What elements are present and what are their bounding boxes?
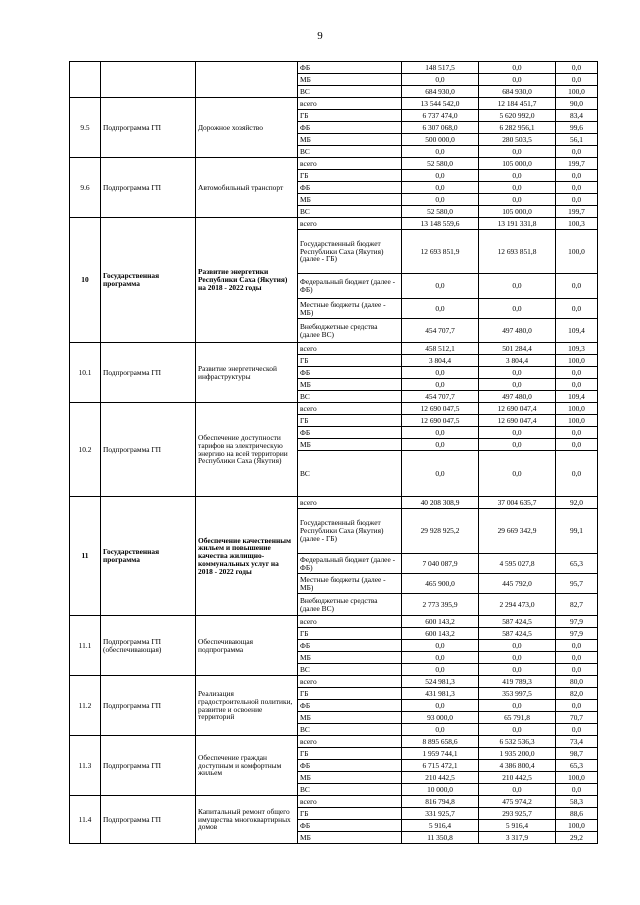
funding-source: МБ (298, 712, 402, 724)
funding-source: МБ (298, 379, 402, 391)
row-number: 10 (70, 218, 101, 343)
value-cell: 148 517,5 (402, 62, 479, 74)
funding-source: Внебюджетные средства (далее ВС) (298, 594, 402, 616)
value-cell: 58,3 (556, 796, 598, 808)
value-cell: 1 935 200,0 (479, 748, 556, 760)
value-cell: 210 442,5 (402, 772, 479, 784)
value-cell: 100,0 (556, 772, 598, 784)
value-cell: 0,0 (479, 274, 556, 299)
funding-source: МБ (298, 194, 402, 206)
funding-source: ФБ (298, 62, 402, 74)
value-cell: 1 959 744,1 (402, 748, 479, 760)
value-cell: 12 690 047,5 (402, 415, 479, 427)
program-name: Автомобильный транспорт (196, 158, 298, 218)
value-cell: 454 707,7 (402, 319, 479, 343)
value-cell: 12 693 851,9 (402, 230, 479, 274)
value-cell: 0,0 (479, 182, 556, 194)
program-name (196, 62, 298, 98)
value-cell: 0,0 (556, 367, 598, 379)
funding-source: ВС (298, 391, 402, 403)
value-cell: 0,0 (556, 194, 598, 206)
table-row (70, 218, 598, 230)
value-cell: 90,0 (556, 98, 598, 110)
value-cell: 0,0 (479, 299, 556, 319)
value-cell: 2 773 395,9 (402, 594, 479, 616)
value-cell: 11 350,8 (402, 832, 479, 844)
value-cell: 109,4 (556, 319, 598, 343)
row-number: 11.1 (70, 616, 101, 676)
value-cell: 73,4 (556, 736, 598, 748)
row-number: 11.2 (70, 676, 101, 736)
table-row (70, 796, 598, 808)
value-cell: 0,0 (479, 427, 556, 439)
value-cell: 419 789,3 (479, 676, 556, 688)
row-number: 9.6 (70, 158, 101, 218)
value-cell: 100,0 (556, 820, 598, 832)
funding-source: всего (298, 343, 402, 355)
value-cell: 65,3 (556, 554, 598, 574)
program-name: Обеспечение граждан доступным и комфортным жильем (196, 736, 298, 796)
value-cell: 10 000,0 (402, 784, 479, 796)
value-cell: 92,0 (556, 497, 598, 509)
value-cell: 0,0 (556, 724, 598, 736)
value-cell: 684 930,0 (402, 86, 479, 98)
value-cell: 13 148 559,6 (402, 218, 479, 230)
value-cell: 0,0 (556, 62, 598, 74)
value-cell: 0,0 (402, 439, 479, 451)
value-cell: 497 480,0 (479, 391, 556, 403)
row-number: 11 (70, 497, 101, 616)
funding-source: МБ (298, 832, 402, 844)
funding-source: ГБ (298, 688, 402, 700)
value-cell: 0,0 (402, 194, 479, 206)
value-cell: 6 715 472,1 (402, 760, 479, 772)
table-row (70, 62, 598, 74)
value-cell: 0,0 (556, 74, 598, 86)
value-cell: 0,0 (479, 170, 556, 182)
table-row (70, 736, 598, 748)
program-type: Подпрограмма ГП (101, 796, 196, 844)
funding-source: МБ (298, 134, 402, 146)
value-cell: 0,0 (402, 146, 479, 158)
value-cell: 0,0 (402, 74, 479, 86)
funding-source: ГБ (298, 748, 402, 760)
value-cell: 684 930,0 (479, 86, 556, 98)
value-cell: 199,7 (556, 158, 598, 170)
value-cell: 100,0 (556, 86, 598, 98)
value-cell: 293 925,7 (479, 808, 556, 820)
value-cell: 65,3 (556, 760, 598, 772)
value-cell: 587 424,5 (479, 628, 556, 640)
value-cell: 0,0 (402, 724, 479, 736)
value-cell: 99,6 (556, 122, 598, 134)
value-cell: 97,9 (556, 616, 598, 628)
value-cell: 0,0 (556, 182, 598, 194)
program-type (101, 62, 196, 98)
value-cell: 105 000,0 (479, 206, 556, 218)
funding-source: Государственный бюджет Республики Саха (Якутия) (далее - ГБ) (298, 509, 402, 554)
funding-source: Федеральный бюджет (далее - ФБ) (298, 554, 402, 574)
funding-source: ВС (298, 206, 402, 218)
program-name: Развитие энергетической инфраструктуры (196, 343, 298, 403)
value-cell: 13 544 542,0 (402, 98, 479, 110)
funding-source: ГБ (298, 355, 402, 367)
value-cell: 109,3 (556, 343, 598, 355)
value-cell: 29 669 342,9 (479, 509, 556, 554)
funding-source: ВС (298, 724, 402, 736)
table-row (70, 98, 598, 110)
value-cell: 0,0 (479, 724, 556, 736)
budget-table (69, 61, 598, 844)
value-cell: 280 503,5 (479, 134, 556, 146)
program-type: Подпрограмма ГП (101, 158, 196, 218)
value-cell: 12 693 851,8 (479, 230, 556, 274)
row-number: 11.4 (70, 796, 101, 844)
value-cell: 0,0 (479, 640, 556, 652)
funding-source: ВС (298, 784, 402, 796)
value-cell: 93 000,0 (402, 712, 479, 724)
value-cell: 0,0 (479, 700, 556, 712)
value-cell: 99,1 (556, 509, 598, 554)
funding-source: ВС (298, 86, 402, 98)
value-cell: 105 000,0 (479, 158, 556, 170)
value-cell: 0,0 (479, 784, 556, 796)
funding-source: Федеральный бюджет (далее - ФБ) (298, 274, 402, 299)
table-row (70, 676, 598, 688)
value-cell: 0,0 (556, 146, 598, 158)
value-cell: 12 690 047,5 (402, 403, 479, 415)
value-cell: 210 442,5 (479, 772, 556, 784)
funding-source: ФБ (298, 122, 402, 134)
value-cell: 0,0 (556, 664, 598, 676)
program-name: Обеспечивающая подпрограмма (196, 616, 298, 676)
value-cell: 0,0 (556, 299, 598, 319)
program-type: Государственная программа (101, 218, 196, 343)
program-name: Реализация градостроительной политики, развитие и освоение территорий (196, 676, 298, 736)
program-type: Подпрограмма ГП (101, 98, 196, 158)
value-cell: 0,0 (402, 700, 479, 712)
value-cell: 0,0 (556, 784, 598, 796)
value-cell: 6 282 956,1 (479, 122, 556, 134)
value-cell: 29 928 925,2 (402, 509, 479, 554)
program-name: Обеспечение доступности тарифов на электрическую энергию на всей территории Республики Саха (Якутия) (196, 403, 298, 497)
value-cell: 100,0 (556, 355, 598, 367)
value-cell: 100,0 (556, 403, 598, 415)
funding-source: всего (298, 497, 402, 509)
value-cell: 0,0 (556, 700, 598, 712)
value-cell: 0,0 (556, 427, 598, 439)
value-cell: 0,0 (479, 62, 556, 74)
value-cell: 600 143,2 (402, 628, 479, 640)
funding-source: МБ (298, 74, 402, 86)
value-cell: 82,7 (556, 594, 598, 616)
value-cell: 0,0 (402, 640, 479, 652)
value-cell: 2 294 473,0 (479, 594, 556, 616)
value-cell: 109,4 (556, 391, 598, 403)
value-cell: 0,0 (402, 427, 479, 439)
row-number: 9.5 (70, 98, 101, 158)
funding-source: Местные бюджеты (далее - МБ) (298, 299, 402, 319)
value-cell: 70,7 (556, 712, 598, 724)
value-cell: 83,4 (556, 110, 598, 122)
value-cell: 0,0 (402, 451, 479, 497)
value-cell: 5 620 992,0 (479, 110, 556, 122)
funding-source: ГБ (298, 628, 402, 640)
table-row (70, 158, 598, 170)
funding-source: ФБ (298, 820, 402, 832)
value-cell: 88,6 (556, 808, 598, 820)
value-cell: 0,0 (402, 182, 479, 194)
value-cell: 0,0 (402, 367, 479, 379)
value-cell: 0,0 (556, 451, 598, 497)
value-cell: 0,0 (556, 379, 598, 391)
value-cell: 98,7 (556, 748, 598, 760)
table-row (70, 616, 598, 628)
value-cell: 82,0 (556, 688, 598, 700)
funding-source: ВС (298, 451, 402, 497)
value-cell: 475 974,2 (479, 796, 556, 808)
value-cell: 3 317,9 (479, 832, 556, 844)
value-cell: 0,0 (556, 274, 598, 299)
funding-source: Внебюджетные средства (далее ВС) (298, 319, 402, 343)
value-cell: 5 916,4 (479, 820, 556, 832)
value-cell: 816 794,8 (402, 796, 479, 808)
funding-source: ФБ (298, 367, 402, 379)
value-cell: 29,2 (556, 832, 598, 844)
value-cell: 0,0 (402, 170, 479, 182)
value-cell: 199,7 (556, 206, 598, 218)
program-type: Подпрограмма ГП (101, 736, 196, 796)
funding-source: всего (298, 796, 402, 808)
value-cell: 12 690 047,4 (479, 415, 556, 427)
program-type: Подпрограмма ГП (101, 403, 196, 497)
value-cell: 52 580,0 (402, 158, 479, 170)
value-cell: 37 004 635,7 (479, 497, 556, 509)
funding-source: ФБ (298, 700, 402, 712)
value-cell: 0,0 (479, 194, 556, 206)
funding-source: всего (298, 403, 402, 415)
page-number: 9 (317, 30, 323, 42)
value-cell: 501 284,4 (479, 343, 556, 355)
funding-source: ФБ (298, 760, 402, 772)
value-cell: 458 512,1 (402, 343, 479, 355)
row-number: 11.3 (70, 736, 101, 796)
value-cell: 0,0 (556, 439, 598, 451)
value-cell: 8 895 658,6 (402, 736, 479, 748)
funding-source: всего (298, 736, 402, 748)
table-row (70, 497, 598, 509)
funding-source: ВС (298, 146, 402, 158)
funding-source: ГБ (298, 808, 402, 820)
funding-source: ВС (298, 664, 402, 676)
funding-source: всего (298, 218, 402, 230)
value-cell: 6 737 474,0 (402, 110, 479, 122)
value-cell: 4 595 027,8 (479, 554, 556, 574)
value-cell: 65 791,8 (479, 712, 556, 724)
program-name: Развитие энергетики Республики Саха (Якутия) на 2018 - 2022 годы (196, 218, 298, 343)
value-cell: 100,0 (556, 230, 598, 274)
row-number (70, 62, 101, 98)
value-cell: 12 690 047,4 (479, 403, 556, 415)
value-cell: 7 040 087,9 (402, 554, 479, 574)
value-cell: 0,0 (479, 439, 556, 451)
value-cell: 500 000,0 (402, 134, 479, 146)
value-cell: 353 997,5 (479, 688, 556, 700)
value-cell: 0,0 (479, 652, 556, 664)
funding-source: Местные бюджеты (далее - МБ) (298, 574, 402, 594)
value-cell: 95,7 (556, 574, 598, 594)
value-cell: 52 580,0 (402, 206, 479, 218)
value-cell: 100,0 (556, 415, 598, 427)
program-type: Государственная программа (101, 497, 196, 616)
funding-source: МБ (298, 772, 402, 784)
value-cell: 497 480,0 (479, 319, 556, 343)
value-cell: 0,0 (479, 379, 556, 391)
value-cell: 0,0 (479, 146, 556, 158)
funding-source: МБ (298, 439, 402, 451)
value-cell: 3 804,4 (479, 355, 556, 367)
table-row (70, 343, 598, 355)
funding-source: ФБ (298, 427, 402, 439)
value-cell: 80,0 (556, 676, 598, 688)
value-cell: 524 981,3 (402, 676, 479, 688)
table-row (70, 403, 598, 415)
value-cell: 445 792,0 (479, 574, 556, 594)
program-name: Капитальный ремонт общего имущества многоквартирных домов (196, 796, 298, 844)
value-cell: 6 532 536,3 (479, 736, 556, 748)
funding-source: ГБ (298, 170, 402, 182)
program-name: Обеспечение качественным жильем и повышение качества жилищно-коммунальных услуг на 2018 - 2022 годы (196, 497, 298, 616)
value-cell: 0,0 (479, 664, 556, 676)
value-cell: 454 707,7 (402, 391, 479, 403)
funding-source: ГБ (298, 415, 402, 427)
value-cell: 431 981,3 (402, 688, 479, 700)
value-cell: 0,0 (479, 74, 556, 86)
value-cell: 0,0 (479, 367, 556, 379)
program-name: Дорожное хозяйство (196, 98, 298, 158)
program-type: Подпрограмма ГП (101, 343, 196, 403)
value-cell: 13 191 331,8 (479, 218, 556, 230)
funding-source: всего (298, 676, 402, 688)
funding-source: ФБ (298, 182, 402, 194)
value-cell: 40 208 308,9 (402, 497, 479, 509)
value-cell: 5 916,4 (402, 820, 479, 832)
funding-source: всего (298, 98, 402, 110)
value-cell: 465 900,0 (402, 574, 479, 594)
value-cell: 0,0 (556, 170, 598, 182)
value-cell: 331 925,7 (402, 808, 479, 820)
funding-source: ФБ (298, 640, 402, 652)
value-cell: 0,0 (556, 652, 598, 664)
funding-source: МБ (298, 652, 402, 664)
program-type: Подпрограмма ГП (обеспечивающая) (101, 616, 196, 676)
value-cell: 0,0 (402, 652, 479, 664)
value-cell: 600 143,2 (402, 616, 479, 628)
value-cell: 56,1 (556, 134, 598, 146)
value-cell: 0,0 (402, 379, 479, 391)
value-cell: 0,0 (402, 664, 479, 676)
value-cell: 3 804,4 (402, 355, 479, 367)
row-number: 10.2 (70, 403, 101, 497)
funding-source: ГБ (298, 110, 402, 122)
funding-source: всего (298, 616, 402, 628)
value-cell: 0,0 (402, 299, 479, 319)
value-cell: 97,9 (556, 628, 598, 640)
value-cell: 12 184 451,7 (479, 98, 556, 110)
value-cell: 0,0 (556, 640, 598, 652)
funding-source: Государственный бюджет Республики Саха (Якутия) (далее - ГБ) (298, 230, 402, 274)
value-cell: 587 424,5 (479, 616, 556, 628)
value-cell: 4 386 800,4 (479, 760, 556, 772)
value-cell: 0,0 (479, 451, 556, 497)
row-number: 10.1 (70, 343, 101, 403)
value-cell: 100,3 (556, 218, 598, 230)
program-type: Подпрограмма ГП (101, 676, 196, 736)
funding-source: всего (298, 158, 402, 170)
value-cell: 0,0 (402, 274, 479, 299)
value-cell: 6 307 068,0 (402, 122, 479, 134)
